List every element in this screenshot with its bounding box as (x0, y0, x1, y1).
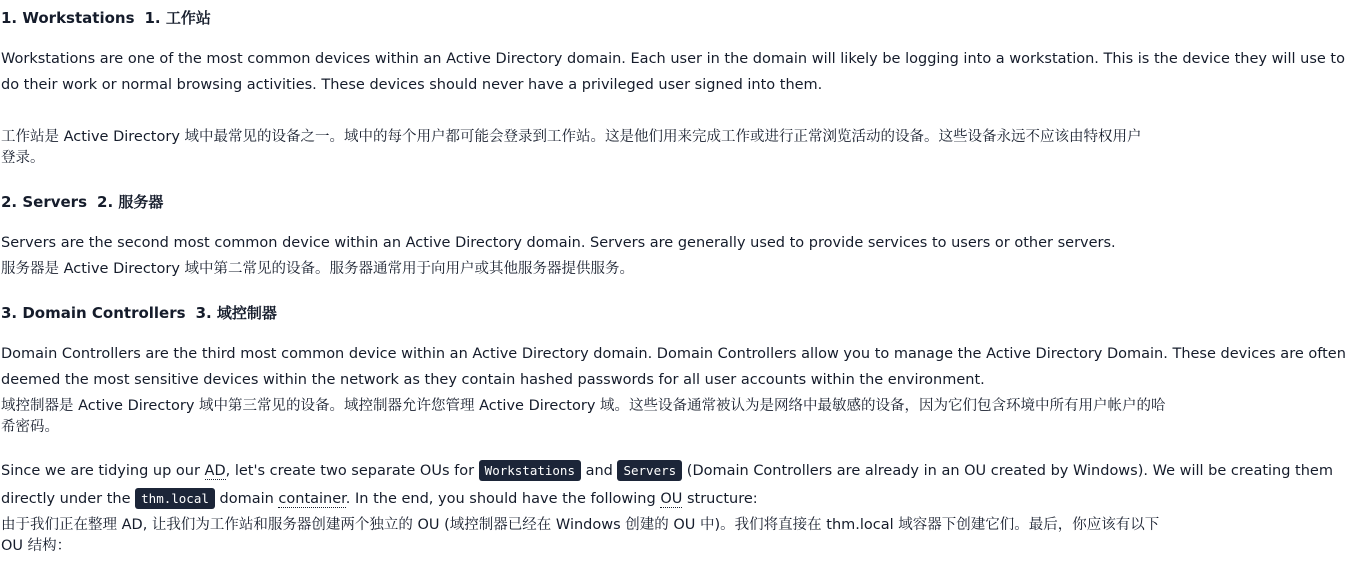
text-line: Domain Controllers are the third most common device within an Active Directory domain. Domain Controllers allow you to manage the Active Directory Domain. These devices are often (1, 346, 1346, 362)
text-span: and (580, 463, 618, 479)
paragraph-domain-controllers-zh (1, 396, 1239, 438)
paragraph-ou-structure-en (1, 457, 1333, 513)
paragraph-workstations-zh (1, 127, 1239, 169)
section-heading-servers (1, 191, 163, 212)
text-line: OU 结构： (1, 538, 72, 554)
text-line: 服务器是 Active Directory 域中第二常见的设备。服务器通常用于向用户或其他服务器提供服务。 (1, 261, 635, 277)
heading-en: 1. Workstations (1, 9, 135, 27)
text-line: 域控制器是 Active Directory 域中第三常见的设备。域控制器允许您管理 Active Directory 域。这些设备通常被认为是网络中最敏感的设备，因为它们包含环境中所有用户帐户的哈 (1, 398, 1166, 414)
text-line: 希密码。 (1, 419, 59, 435)
text-span: , let's create two separate OUs for (225, 463, 479, 479)
heading-zh: 3. 域控制器 (195, 304, 277, 322)
heading-zh: 1. 工作站 (144, 9, 211, 27)
ad-abbreviation[interactable]: AD (204, 463, 226, 479)
container-term[interactable]: container (278, 491, 346, 507)
paragraph-servers-zh (1, 259, 1239, 280)
heading-en: 3. Domain Controllers (1, 304, 186, 322)
text-line: do their work or normal browsing activities. These devices should never have a privileged user signed into them. (1, 77, 823, 93)
paragraph-ou-structure-zh (1, 515, 1239, 557)
text-span: structure: (682, 491, 758, 507)
code-servers: Servers (617, 460, 682, 481)
text-line: 登录。 (1, 150, 45, 166)
text-span: . In the end, you should have the following (345, 491, 661, 507)
text-line: Servers are the second most common device within an Active Directory domain. Servers are generally used to provide services to users or other servers. (1, 235, 1116, 251)
code-workstations: Workstations (479, 460, 581, 481)
text-line: 工作站是 Active Directory 域中最常见的设备之一。域中的每个用户都可能会登录到工作站。这是他们用来完成工作或进行正常浏览活动的设备。这些设备永远不应该由特权用户 (1, 129, 1142, 145)
text-span: directly under the (1, 491, 136, 507)
ou-abbreviation[interactable]: OU (660, 491, 683, 507)
paragraph-workstations-en (1, 46, 1345, 98)
paragraph-domain-controllers-en (1, 341, 1346, 393)
heading-zh: 2. 服务器 (97, 193, 164, 211)
code-domain: thm.local (135, 488, 215, 509)
paragraph-servers-en (1, 230, 1239, 256)
heading-en: 2. Servers (1, 193, 88, 211)
text-line: Workstations are one of the most common devices within an Active Directory domain. Each user in the domain will likely be logging into a workstation. This is the device they will use to (1, 51, 1345, 67)
text-span: (Domain Controllers are already in an OU created by Windows). We will be creating them (682, 463, 1333, 479)
section-heading-workstations (1, 7, 211, 28)
text-line (1, 457, 1333, 485)
text-span: domain (214, 491, 279, 507)
section-heading-domain-controllers (1, 302, 277, 323)
text-line (1, 485, 1239, 513)
text-span: Since we are tidying up our (1, 463, 205, 479)
text-line: deemed the most sensitive devices within the network as they contain hashed passwords for all user accounts within the environment. (1, 372, 985, 388)
text-line: 由于我们正在整理 AD, 让我们为工作站和服务器创建两个独立的 OU (域控制器已经在 Windows 创建的 OU 中)。我们将直接在 thm.local 域容器下创建它们。最后，你应该有以下 (1, 517, 1160, 533)
